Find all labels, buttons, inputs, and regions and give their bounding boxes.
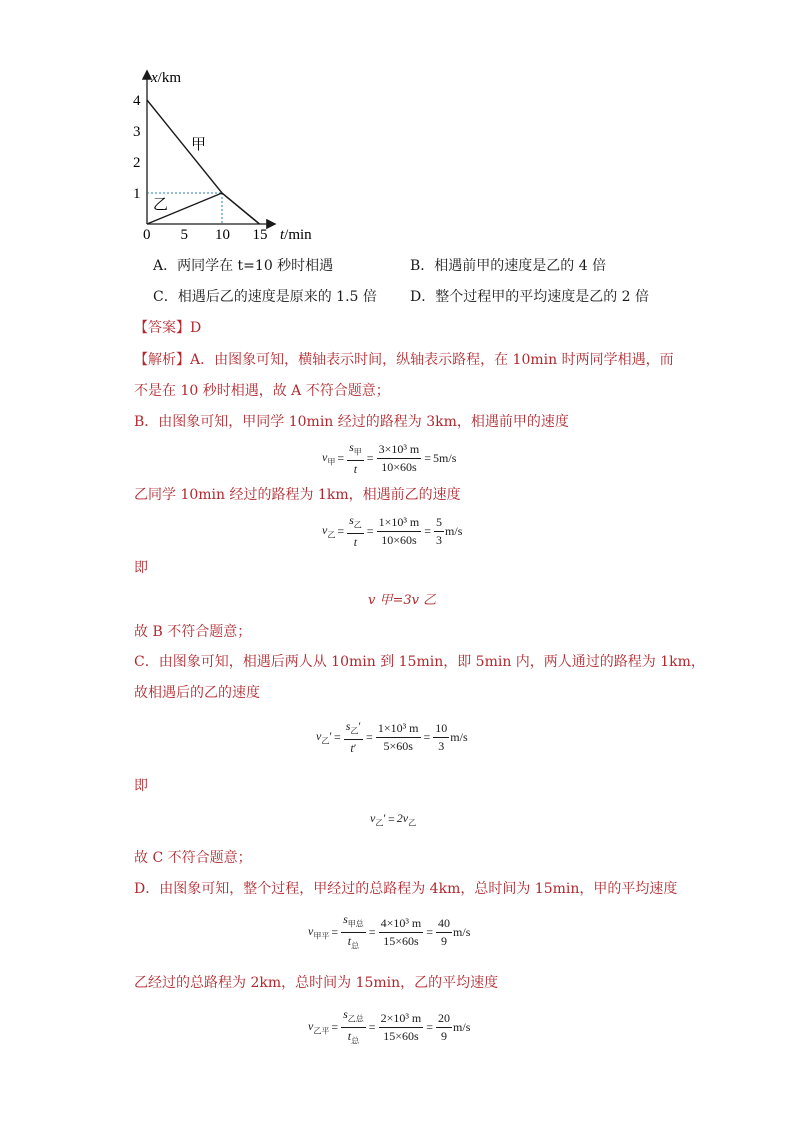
y-tick-label: 4 bbox=[133, 93, 141, 109]
analysis-c-line1: C．由图象可知，相遇后两人从 10min 到 15min，即 5min 内，两人通过的路程为 1km， bbox=[134, 654, 705, 670]
equation-v-jia-avg: $v_{甲平}$ = $\frac{s_{甲总}}{t_总}$ = $\frac{\text{4×10³ m}}{15\times 60s}$ = $\frac{40}{9}$ m/s bbox=[308, 912, 471, 951]
option-a: A．两同学在 t=10 秒时相遇 bbox=[153, 258, 334, 274]
analysis-d-line2: 乙经过的总路程为 2km，总时间为 15min，乙的平均速度 bbox=[134, 975, 499, 991]
x-axis-label: t/min bbox=[280, 227, 312, 243]
equation-relation-c: $v_乙'$ = $2v_乙$ bbox=[370, 811, 417, 828]
analysis-b-line1: B．由图象可知，甲同学 10min 经过的路程为 3km，相遇前甲的速度 bbox=[134, 414, 569, 430]
analysis-c-ji: 即 bbox=[134, 778, 148, 794]
analysis-b-conclusion: 故 B 不符合题意； bbox=[134, 624, 252, 640]
equation-v-yi-avg: $v_{乙平}$ = $\frac{s_{乙总}}{t_总}$ = $\frac{\text{2×10³ m}}{15\times 60s}$ = $\frac{20}{9}$ m/s bbox=[308, 1007, 471, 1046]
x-tick-label: 15 bbox=[252, 227, 268, 243]
option-d: D．整个过程甲的平均速度是乙的 2 倍 bbox=[410, 289, 650, 305]
y-axis-label: x/km bbox=[151, 70, 182, 86]
equation-relation-b: v 甲=3v 乙 bbox=[368, 593, 437, 608]
analysis-a-line2: 不是在 10 秒时相遇，故 A 不符合题意； bbox=[134, 383, 390, 399]
analysis-d-line1: D．由图象可知，整个过程，甲经过的总路程为 4km，总时间为 15min，甲的平均速度 bbox=[134, 881, 678, 897]
equation-v-yi-after: $v_乙'$ = $\frac{s_乙'}{t'}$ = $\frac{\text{1×10³ m}}{5\times 60s}$ = $\frac{10}{3}$ m/s bbox=[316, 719, 468, 756]
y-tick-label: 3 bbox=[133, 124, 141, 140]
series-label-jia: 甲 bbox=[191, 137, 207, 153]
distance-time-graph bbox=[0, 60, 794, 310]
x-tick-label: 5 bbox=[180, 227, 188, 243]
analysis-b-ji: 即 bbox=[134, 560, 148, 576]
y-tick-label: 1 bbox=[133, 186, 141, 202]
x-tick-label: 10 bbox=[215, 227, 230, 243]
analysis-b-line2: 乙同学 10min 经过的路程为 1km，相遇前乙的速度 bbox=[134, 487, 461, 503]
analysis-a-line1: 【解析】A．由图象可知，横轴表示时间，纵轴表示路程，在 10min 时两同学相遇，而 bbox=[134, 352, 674, 368]
x-tick-label: 0 bbox=[143, 227, 151, 243]
equation-v-jia: $v_甲$ = $\frac{s_甲}{t}$ = $\frac{\text{3×10³ m}}{10\times 60s}$ = 5m/s bbox=[322, 440, 457, 477]
option-c: C．相遇后乙的速度是原来的 1.5 倍 bbox=[153, 289, 377, 305]
equation-v-yi: $v_乙$ = $\frac{s_乙}{t}$ = $\frac{\text{1×10³ m}}{10\times 60s}$ = $\frac{5}{3}$ m/s bbox=[322, 513, 463, 550]
answer-line: 【答案】D bbox=[134, 320, 202, 336]
analysis-c-line2: 故相遇后的乙的速度 bbox=[134, 685, 260, 701]
series-label-yi: 乙 bbox=[153, 197, 169, 213]
option-b: B．相遇前甲的速度是乙的 4 倍 bbox=[410, 258, 607, 274]
analysis-c-conclusion: 故 C 不符合题意； bbox=[134, 850, 252, 866]
y-tick-label: 2 bbox=[133, 155, 141, 171]
